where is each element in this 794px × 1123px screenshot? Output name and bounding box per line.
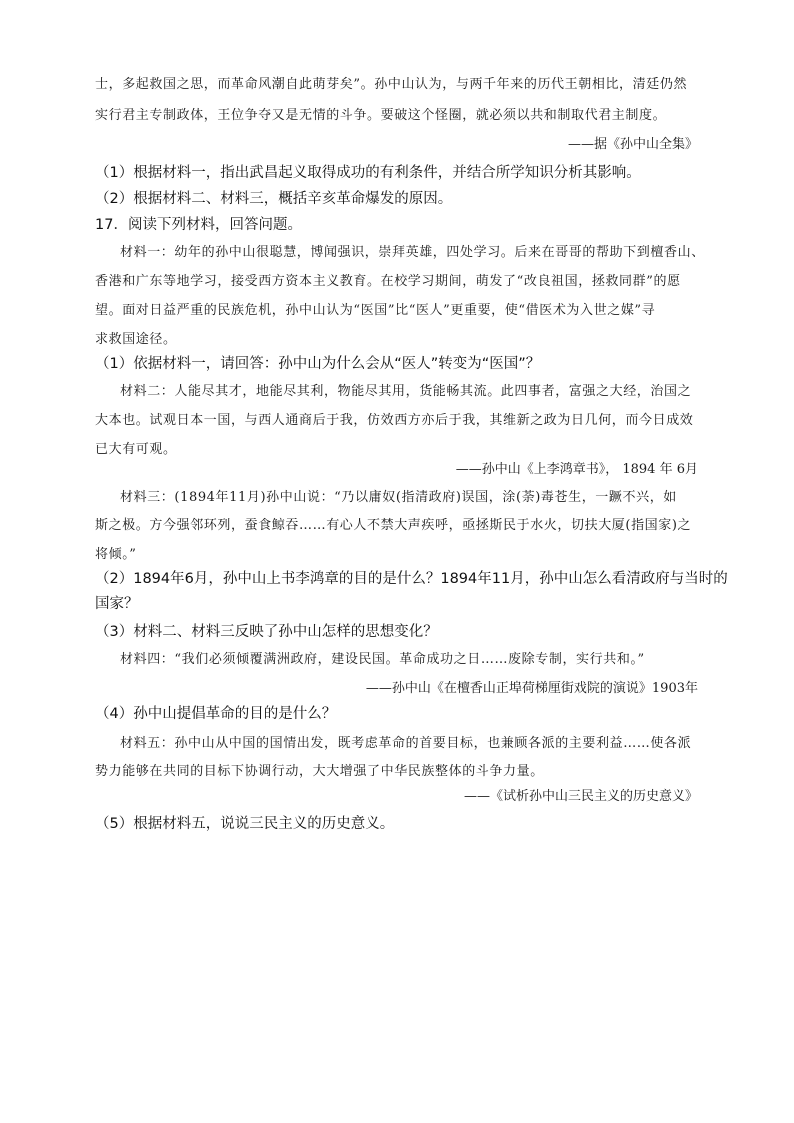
question-17-sub-4: （4）孙中山提倡革命的目的是什么？ (95, 706, 337, 722)
material-5-line: 势力能够在共同的目标下协调行动，大大增强了中华民族整体的斗争力量。 (95, 764, 544, 779)
question-17-sub-2-cont: 国家？ (95, 596, 139, 612)
question-17-sub-2: （2）1894年6月，孙中山上书李鸿章的目的是什么？1894年11月，孙中山怎么看清政府与当时的 (95, 571, 728, 587)
material-3-line: 材料三：(1894年11月)孙中山说：“乃以庸奴(指清政府)误国，涂(荼)毒苍生，一蹶不兴，如 (120, 490, 677, 505)
material-2-line: 大本也。试观日本一国，与西人通商后于我，仿效西方亦后于我，其维新之政为日几何，而今日成效 (95, 413, 694, 428)
question-17-sub-3: （3）材料二、材料三反映了孙中山怎样的思想变化？ (95, 624, 438, 640)
material-1-line: 求救国途径。 (95, 332, 177, 347)
material-text-line: 士，多起救国之思，而革命风潮自此萌芽矣”。孙中山认为，与两千年来的历代王朝相比，清廷仍然 (95, 77, 688, 92)
material-4-source: ——孙中山《在檀香山正埠荷梯厘街戏院的演说》1903年 (365, 681, 698, 696)
material-5-source: ——《试析孙中山三民主义的历史意义》 (463, 789, 698, 804)
material-1-line: 香港和广东等地学习，接受西方资本主义教育。在校学习期间，萌发了“改良祖国，拯救同群”的愿 (95, 274, 681, 289)
material-text-line: 实行君主专制政体，王位争夺又是无情的斗争。要破这个怪圈，就必须以共和制取代君主制度。 (95, 108, 667, 123)
question-17-sub-5: （5）根据材料五，说说三民主义的历史意义。 (95, 816, 395, 832)
material-4-line: 材料四：“我们必须倾覆满洲政府，建设民国。革命成功之日……废除专制，实行共和。” (120, 652, 645, 667)
question-17-sub-1: （1）依据材料一，请回答：孙中山为什么会从“医人”转变为“医国”？ (95, 356, 541, 372)
material-source: ——据《孙中山全集》 (567, 137, 698, 152)
question-16-sub-2: （2）根据材料二、材料三，概括辛亥革命爆发的原因。 (95, 191, 453, 207)
material-5-line: 材料五：孙中山从中国的国情出发，既考虑革命的首要目标，也兼顾各派的主要利益……使各派 (120, 736, 692, 751)
material-3-line: 斯之极。方今强邻环列，蚕食鲸吞……有心人不禁大声疾呼，亟拯斯民于水火，切扶大厦(指国家)之 (95, 518, 692, 533)
material-2-line: 已大有可观。 (95, 442, 177, 457)
question-16-sub-1: （1）根据材料一，指出武昌起义取得成功的有利条件，并结合所学知识分析其影响。 (95, 165, 641, 181)
material-1-line: 望。面对日益严重的民族危机，孙中山认为“医国”比“医人”更重要，使“借医术为入世之媒”寻 (95, 303, 656, 318)
material-2-line: 材料二：人能尽其才，地能尽其利，物能尽其用，货能畅其流。此四事者，富强之大经，治国之 (120, 384, 692, 399)
material-2-source: ——孙中山《上李鸿章书》， 1894 年 6月 (455, 462, 698, 477)
material-1-line: 材料一：幼年的孙中山很聪慧，博闻强识，崇拜英雄，四处学习。后来在哥哥的帮助下到檀香山、 (120, 245, 705, 260)
question-17-title: 17．阅读下列材料，回答问题。 (95, 217, 302, 233)
material-3-line: 将倾。” (95, 547, 137, 562)
